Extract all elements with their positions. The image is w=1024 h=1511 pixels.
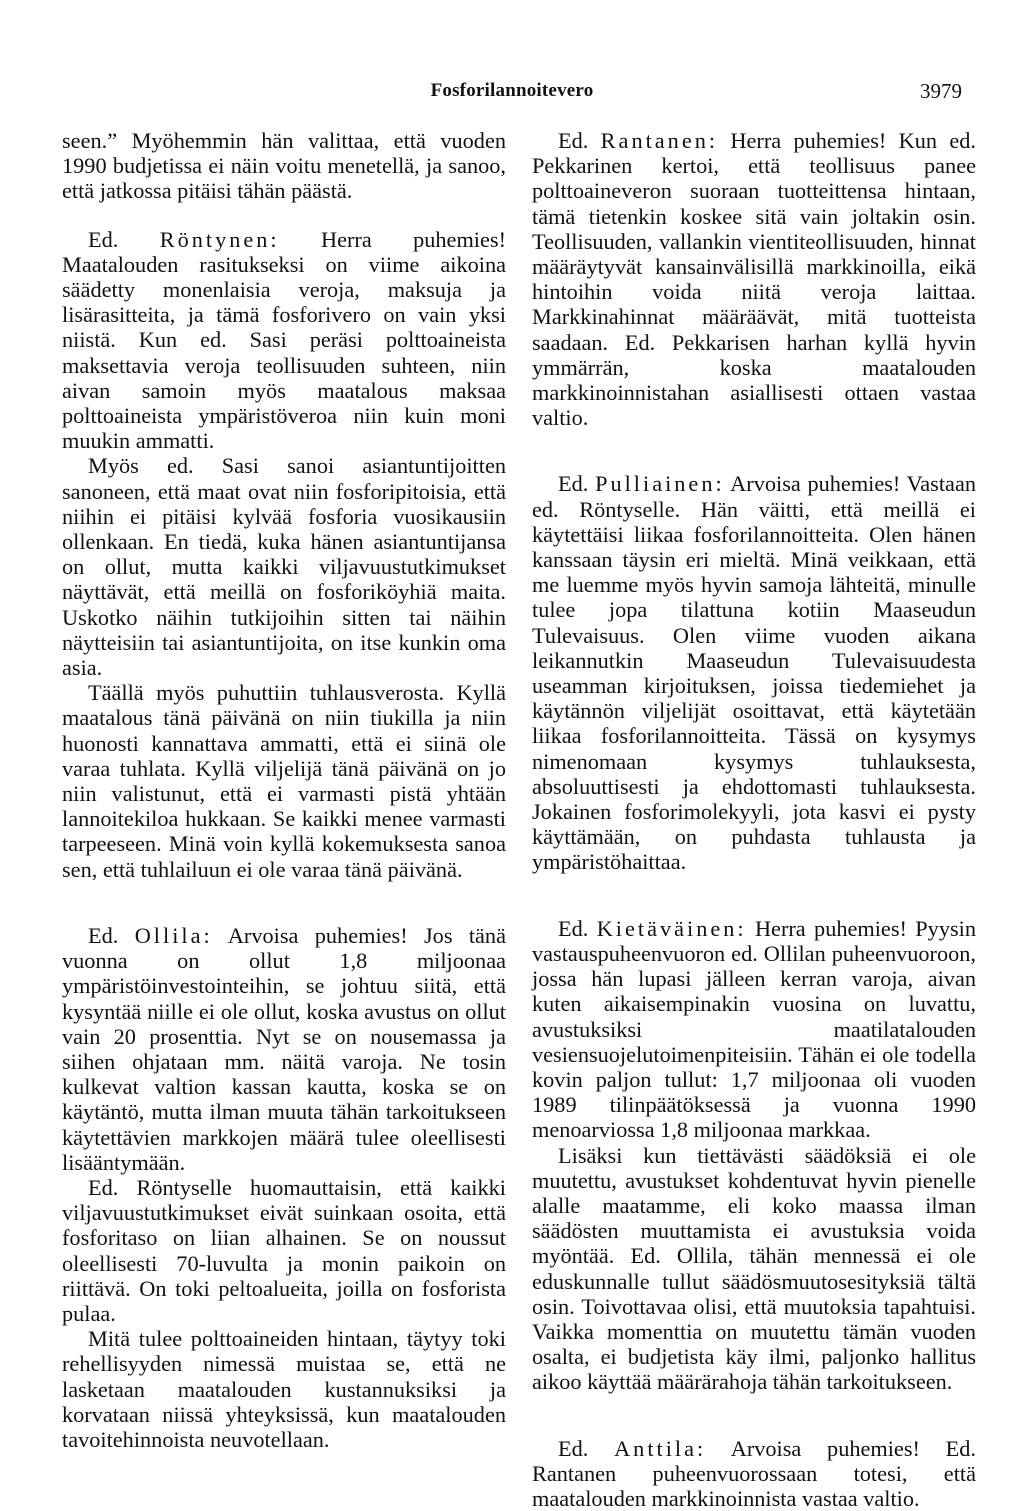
speaker-name: Rantanen: [600,128,719,153]
speech-text: Arvoisa puhemies! Jos tänä vuonna on ollut 1,8 miljoonaa ympäristöinvestointeihin, se johtuu siitä, että kysyntää niille ei ole ollut, koska avustus on ollut vain 20 prosenttia. Nyt se on nousemassa ja siihen ohjataan mm. näitä varoja. Ne tosin kulkevat valtion kassan kautta, koska se on käytäntö, mutta ilman muuta tähän tarkoitukseen käytettävien markkojen määrä tulee oleellisesti lisääntymään. [62,922,506,1175]
running-header-title: Fosforilannoitevero [430,80,594,101]
speech-prefix: Ed. [558,915,589,941]
speaker-name: Pulliainen: [595,471,725,497]
paragraph: Täällä myös puhuttiin tuhlausverosta. Kyllä maatalous tänä päivänä on niin tiukilla ja niin huonosti kannattava ammatti, että ei siinä ole varaa tuhlata. Kyllä viljelijä tänä päivänä on jo niin valistunut, että ei varmasti pistä yhtään lannoitekiloa hukkaan. Se kaikki menee varmasti tarpeeseen. Minä voin kyllä kokemuksesta sanoa sen, että tuhlailuun ei ole varaa tänä päivänä. [62,680,506,882]
paragraph: Mitä tulee polttoaineiden hintaan, täytyy toki rehellisyyden nimessä muistaa se, että ne lasketaan maatalouden kustannuksiksi ja korvataan niissä yhteyksissä, kun maatalouden tavoitehinnoista neuvotellaan. [62,1326,506,1452]
speech-text: Herra puhemies! Kun ed. Pekkarinen kertoi, että teollisuus panee polttoaineveron suoraan tuotteittensa hintaan, tämä tietenkin koskee sitä vain joltakin osin. Teollisuuden, vallankin vientiteollisuuden, hinnat määräytyvät kansainvälisillä markkinoilla, eikä hintoihin voida niitä veroja laittaa. Markkinahinnat määräävät, mitä tuotteista saadaan. Ed. Pekkarisen harhan kyllä hyvin ymmärrän, koska maatalouden markkinoinnistahan asiallisesti ottaen vastaa valtio. [532,128,977,431]
speech-kietavainen [532,916,976,1143]
speaker-name: Kietäväinen: [596,915,747,941]
right-column [532,128,976,1511]
paragraph: Ed. Röntyselle huomauttaisin, että kaikki viljavuustutkimukset eivät suinkaan osoita, että fosforitaso on liian alhainen. Se on noussut oleellisesti 70-luvulta ja monin paikoin on riittävä. On toki peltoalueita, joilla on fosforista pulaa. [62,1174,506,1326]
speech-prefix: Ed. [558,471,589,497]
speaker-name: Ollila: [134,922,213,948]
speech-prefix: Ed. [88,226,119,252]
speech-text: Herra puhemies! Maatalouden rasitukseksi on viime aikoina säädetty monenlaisia veroja, maksuja ja lisärasitteita, ja tämä fosforivero on vain yksi niistä. Kun ed. Sasi peräsi polttoaineista maksettavia veroja teollisuuden suhteen, niin aivan samoin myös maatalous maksaa polttoaineista ympäristöveroa niin kuin moni muukin ammatti. [62,226,506,454]
speech-text: Arvoisa puhemies! Vastaan ed. Röntyselle. Hän väitti, että meillä ei käytettäisi liikaa fosforilannoitteita. Olen hänen kanssaan täysin eri mieltä. Minä veikkaan, että me luemme myös hyvin samoja lähteitä, minulle tulee jopa tilattuna kotiin Maaseudun Tulevaisuus. Olen viime vuoden aikana leikannutkin Maaseudun Tulevaisuudesta useamman kirjoituksen, joissa tiedemiehet ja käytännön viljelijät osoittavat, että käytetään liikaa fosforilannoitteita. Tässä on kysymys nimenomaan kysymys tuhlauksesta, absoluuttisesti ja ehdottomasti tuhlauksesta. Jokainen fosforimolekyyli, jota kasvi ei pysty käyttämään, on puhdasta tuhlausta ja ympäristöhaittaa. [532,471,976,875]
paragraph-continuation: seen.” Myöhemmin hän valittaa, että vuoden 1990 budjetissa ei näin voitu menetellä, ja sanoo, että jatkossa pitäisi tähän päästä. [62,128,506,204]
speech-prefix: Ed. [88,922,119,948]
speaker-name: Anttila: [614,1435,707,1461]
speech-pulliainen [532,471,976,874]
paragraph: Lisäksi kun tiettävästi säädöksiä ei ole muutettu, avustukset kohdentuvat hyvin pienelle alalle maatamme, eli koko maassa ilman säädösten muuttamista ei avustuksia voida myöntää. Ed. Ollila, tähän mennessä ei ole eduskunnalle tullut säädösmuutosesityksiä tältä osin. Toivottavaa olisi, että muutoksia tapahtuisi. Vaikka momenttia on muutettu tämän vuoden osalta, ei budjetista käy ilmi, paljonko hallitus aikoo käyttää määrärahoja tähän tarkoitukseen. [532,1142,976,1395]
speech-anttila [532,1436,976,1511]
speech-text: Herra puhemies! Pyysin vastauspuheenvuoron ed. Ollilan puheenvuoroon, jossa hän lupasi jälleen kerran varoja, aivan kuten aikaisempinakin vuosina on luvattu, avustuksiksi maatilatalouden vesiensuojelutoimenpiteisiin. Tähän ei ole todella kovin paljon tullut: 1,7 miljoonaa oli vuoden 1989 tilinpäätöksessä ja vuonna 1990 menoarviossa 1,8 miljoonaa markkaa. [532,915,976,1143]
speech-prefix: Ed. [558,1435,589,1461]
speaker-name: Röntynen: [159,226,280,252]
page-number: 3979 [920,79,962,103]
speech-rontynen [62,227,506,454]
speech-prefix: Ed. [558,128,589,153]
speech-rantanen [532,128,976,430]
speech-ollila [62,923,506,1175]
speech-text: Arvoisa puhemies! Ed. Rantanen puheenvuorossaan totesi, että maatalouden markkinoinnista vastaa valtio. [532,1435,976,1511]
left-column [62,128,506,1452]
paragraph: Myös ed. Sasi sanoi asiantuntijoitten sanoneen, että maat ovat niin fosforipitoisia, että niihin ei pitäisi kylvää fosforia vuosikausiin ollenkaan. En tiedä, kuka hänen asiantuntijansa on ollut, mutta kaikki viljavuustutkimukset näyttävät, että meillä on fosforiköyhiä maita. Uskotko näihin tutkijoihin sitten tai näihin näytteisiin tai asiantuntijoita, on itse kunkin oma asia. [62,453,506,681]
